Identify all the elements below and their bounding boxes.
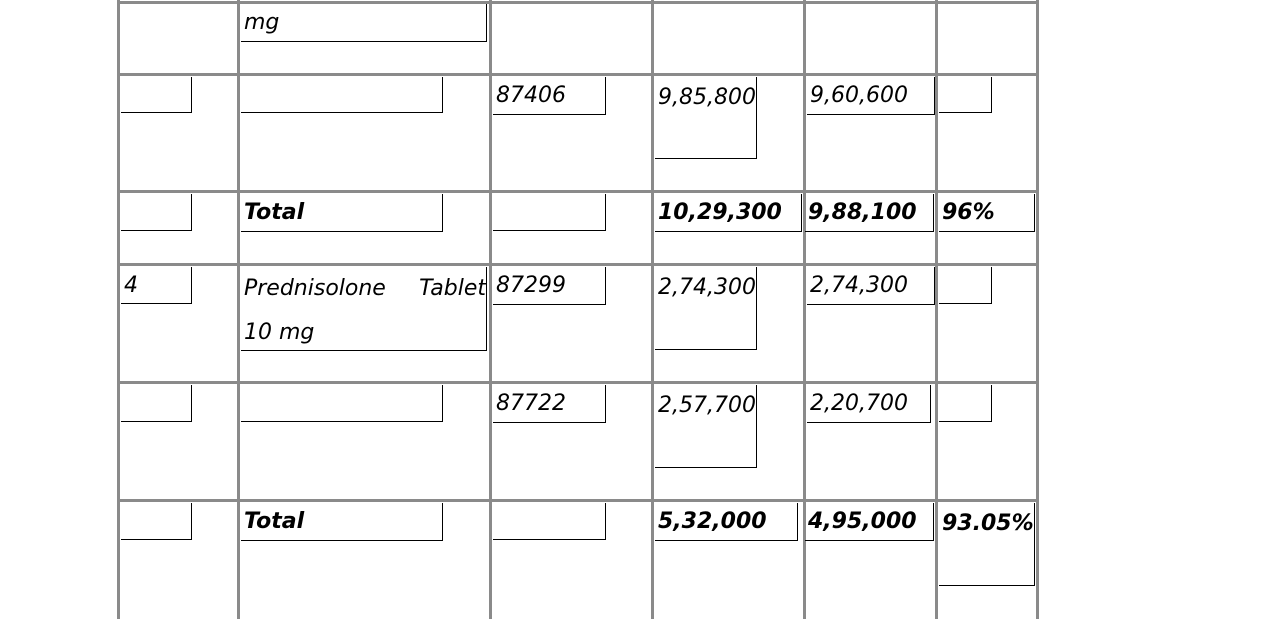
total-received-cell: 4,95,000 [805, 503, 934, 541]
serial-number-cell [121, 385, 192, 422]
percent-cell [939, 385, 992, 422]
column-border [1036, 0, 1039, 619]
quantity-cell: 9,85,800 [655, 77, 757, 159]
total-label-cell: Total [241, 503, 443, 541]
received-cell: 9,60,600 [807, 77, 935, 115]
column-border [117, 0, 120, 619]
drug-name-cell: mg [241, 4, 487, 42]
total-percent-cell: 93.05% [939, 503, 1035, 586]
row-border [117, 73, 1039, 76]
serial-number-cell [121, 503, 192, 540]
drug-name-cell: Prednisolone Tablet 10 mg [241, 267, 487, 351]
received-cell: 2,74,300 [807, 267, 935, 305]
received-cell: 2,20,700 [807, 385, 931, 423]
code-cell [493, 503, 606, 540]
serial-number-cell [121, 194, 192, 231]
serial-number-cell [121, 77, 192, 113]
code-cell: 87299 [493, 267, 606, 305]
column-border [237, 0, 240, 619]
drug-name-cell [241, 77, 443, 113]
row-border [117, 263, 1039, 266]
code-cell [493, 194, 606, 231]
quantity-cell: 2,74,300 [655, 267, 757, 350]
drug-name-cell [241, 385, 443, 422]
serial-number-cell: 4 [121, 267, 192, 304]
total-quantity-cell: 10,29,300 [655, 194, 802, 232]
column-border [651, 0, 654, 619]
row-border [117, 381, 1039, 384]
column-border [489, 0, 492, 619]
row-border [117, 499, 1039, 502]
total-quantity-cell: 5,32,000 [655, 503, 798, 541]
row-border [117, 190, 1039, 193]
code-cell: 87722 [493, 385, 606, 423]
code-cell: 87406 [493, 77, 606, 115]
total-received-cell: 9,88,100 [805, 194, 934, 232]
column-border [935, 0, 938, 619]
total-label-cell: Total [241, 194, 443, 232]
total-percent-cell: 96% [939, 194, 1035, 232]
percent-cell [939, 267, 992, 304]
quantity-cell: 2,57,700 [655, 385, 757, 468]
percent-cell [939, 77, 992, 113]
